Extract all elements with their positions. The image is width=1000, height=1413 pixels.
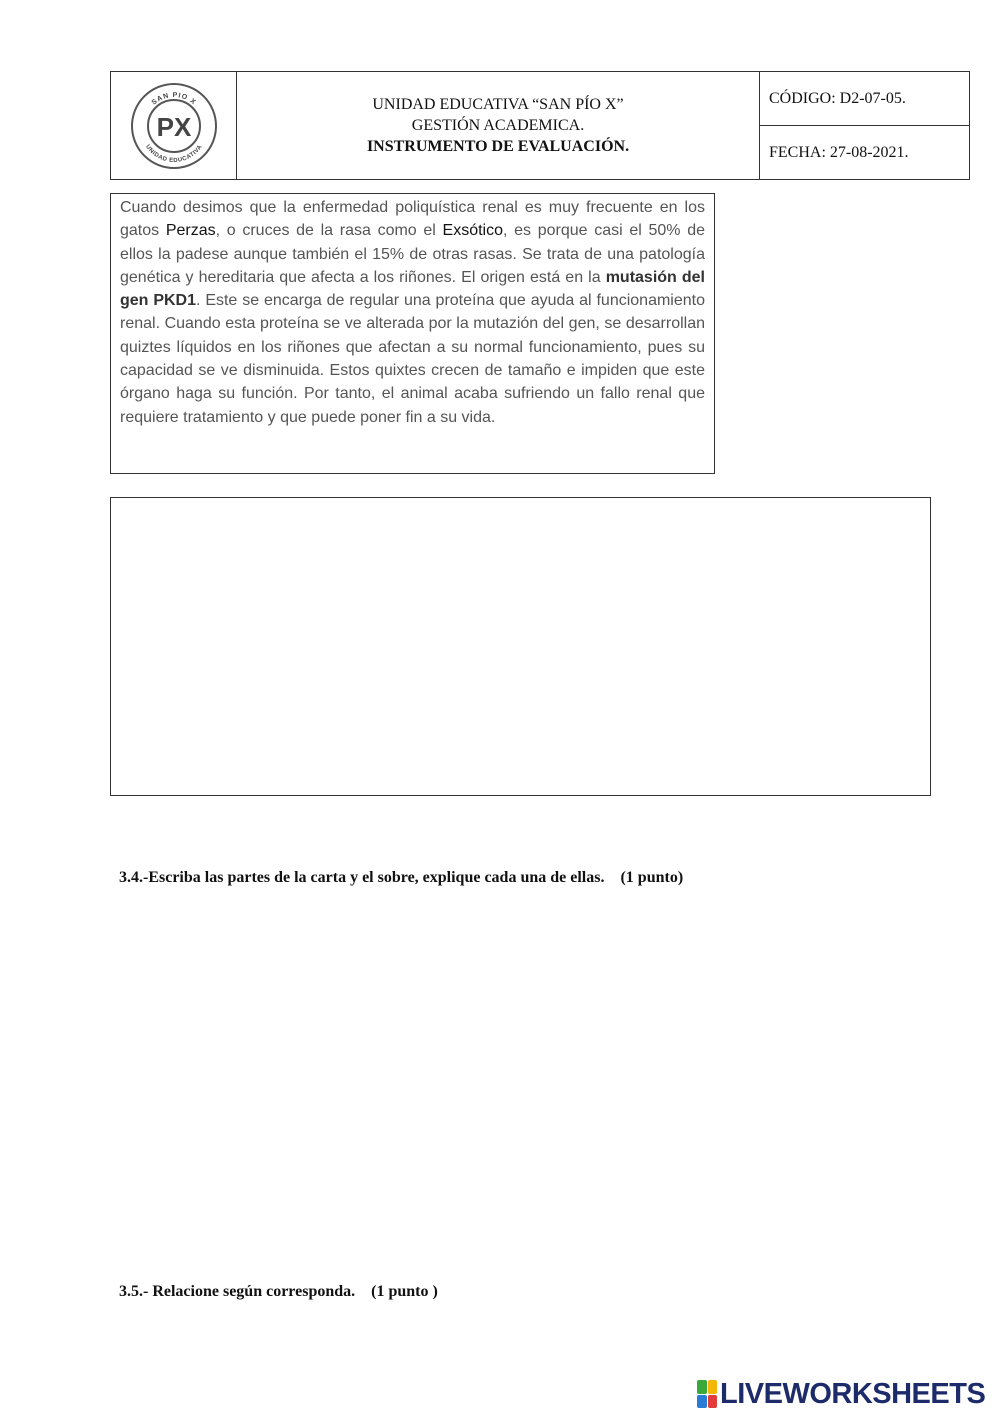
reading-passage-box (110, 193, 715, 474)
answer-area-box[interactable] (110, 497, 931, 796)
badge-square-red (708, 1395, 718, 1409)
date-cell: FECHA: 27-08-2021. (760, 126, 970, 180)
liveworksheets-logo (697, 1378, 985, 1410)
liveworksheets-brand: LIVEWORKSHEETS (720, 1377, 986, 1410)
document-title: INSTRUMENTO DE EVALUACIÓN. (366, 138, 630, 155)
badge-square-blue (697, 1395, 707, 1409)
code-cell: CÓDIGO: D2-07-05. (760, 72, 970, 126)
passage-part-4: . Este se encarga de regular una proteína que ayuda al funcionamiento renal. Cuando esta proteína se ve alterada por la mutazión del gen, se desarrollan quiztes líquidos en los riñones que afectan a su normal funcionamiento, pues su capacidad se ve disminuida. Estos quixtes crecen de tamaño e impiden que este órgano haga su función. Por tanto, el animal acaba sufriendo un fallo renal que requiere tratamiento y que puede poner fin a su vida. (120, 292, 705, 426)
school-seal-logo (129, 81, 219, 171)
reading-passage (120, 196, 705, 429)
document-header (110, 71, 970, 180)
badge-square-yellow (708, 1380, 718, 1394)
seal-top-text: SAN PIO X (150, 91, 197, 107)
passage-part-3: , es porque casi el 50% de ellos la padese aunque también el 15% de otras rasas. Se trata de una patología genética y hereditaria que afecta a los riñones. El origen está en la (120, 222, 706, 286)
seal-bottom-text: UNIDAD EDUCATIVA (143, 143, 204, 164)
logo-cell (111, 72, 237, 180)
svg-text:UNIDAD EDUCATIVA (144, 143, 204, 163)
title-cell (237, 72, 760, 180)
passage-part-1: Cuando desimos que la enfermedad poliquística renal es muy frecuente en los gatos (120, 199, 705, 240)
department-name: GESTIÓN ACADEMICA. (411, 117, 585, 134)
passage-part-2: , o cruces de la rasa como el (215, 222, 443, 240)
breed-persian: Perzas (165, 222, 216, 240)
badge-square-green (697, 1380, 707, 1394)
question-3-4: 3.4.-Escriba las partes de la carta y el sobre, explique cada una de ellas. (1 punto) (119, 869, 684, 886)
gene-mutation-term: mutasión del gen PKD1 (120, 268, 705, 310)
question-3-5: 3.5.- Relacione según corresponda. (1 punto ) (119, 1283, 438, 1300)
seal-monogram: PX (156, 111, 191, 142)
institution-name: UNIDAD EDUCATIVA “SAN PÍO X” (372, 96, 624, 113)
breed-exotic: Exsótico (442, 222, 503, 240)
liveworksheets-badge-icon (697, 1380, 717, 1408)
